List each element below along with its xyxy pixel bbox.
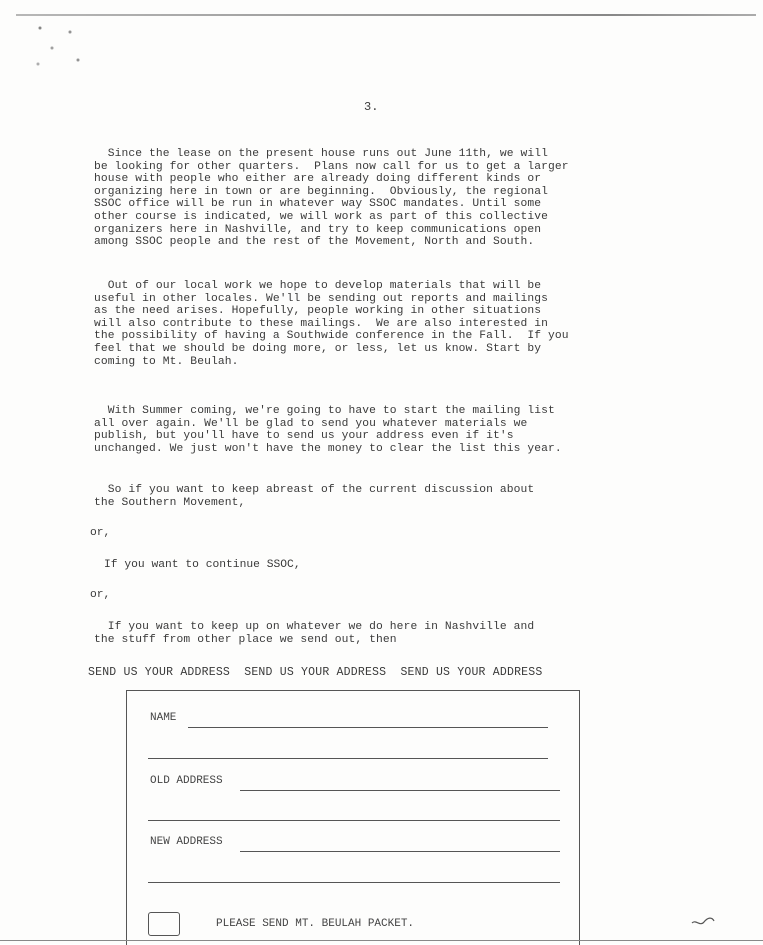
packet-checkbox-label: PLEASE SEND MT. BEULAH PACKET.	[216, 918, 415, 930]
packet-checkbox[interactable]	[148, 912, 180, 936]
paragraph-lease: Since the lease on the present house runs out June 11th, we will be looking for other quarters. Plans now call for us to get a larger house with people who either are already doing different kinds or organizing here in town or are beginning. Obviously, the regional SSOC office will be run in whatever way SSOC mandates. Until some other course is indicated, we will work as part of this collective organizers here in Nashville, and try to keep communications open among SSOC people and the rest of the Movement, North and South.	[94, 148, 569, 249]
name-field[interactable]	[188, 727, 548, 728]
or-separator-1: or,	[90, 527, 111, 539]
address-form-box	[126, 690, 580, 945]
old-address-field-line-2[interactable]	[148, 820, 560, 821]
paragraph-local-work: Out of our local work we hope to develop materials that will be useful in other locales. We'll be sending out reports and mailings as the need arises. Hopefully, people working in other situations will also contribute to these mailings. We are also interested in the possibility of having a Southwide conference in the Fall. If you feel that we should be doing more, or less, let us know. Start by coming to Mt. Beulah.	[94, 280, 569, 368]
top-edge-rule	[16, 14, 756, 16]
paragraph-keep-abreast: So if you want to keep abreast of the current discussion about the Southern Movement,	[94, 484, 535, 509]
new-address-field-line-2[interactable]	[148, 882, 560, 883]
paragraph-mailing-list: With Summer coming, we're going to have to start the mailing list all over again. We'll be glad to send you whatever materials we publish, but you'll have to send us your address even if it's unchanged. We just won't have the money to clear the list this year.	[94, 405, 562, 455]
paragraph-continue-ssoc: If you want to continue SSOC,	[104, 559, 301, 571]
handwritten-mark-icon	[690, 913, 716, 931]
paragraph-keep-up: If you want to keep up on whatever we do here in Nashville and the stuff from other place we send out, then	[94, 621, 535, 646]
new-address-label: NEW ADDRESS	[150, 836, 223, 848]
new-address-field[interactable]	[240, 851, 560, 852]
bottom-edge-rule	[0, 940, 763, 941]
name-label: NAME	[150, 712, 177, 724]
send-address-banner: SEND US YOUR ADDRESS SEND US YOUR ADDRESS SEND US YOUR ADDRESS	[88, 666, 543, 679]
scan-speckle	[30, 20, 90, 70]
page-number: 3.	[364, 100, 379, 114]
or-separator-2: or,	[90, 589, 111, 601]
old-address-field[interactable]	[240, 790, 560, 791]
name-field-line-2[interactable]	[148, 758, 548, 759]
old-address-label: OLD ADDRESS	[150, 775, 223, 787]
